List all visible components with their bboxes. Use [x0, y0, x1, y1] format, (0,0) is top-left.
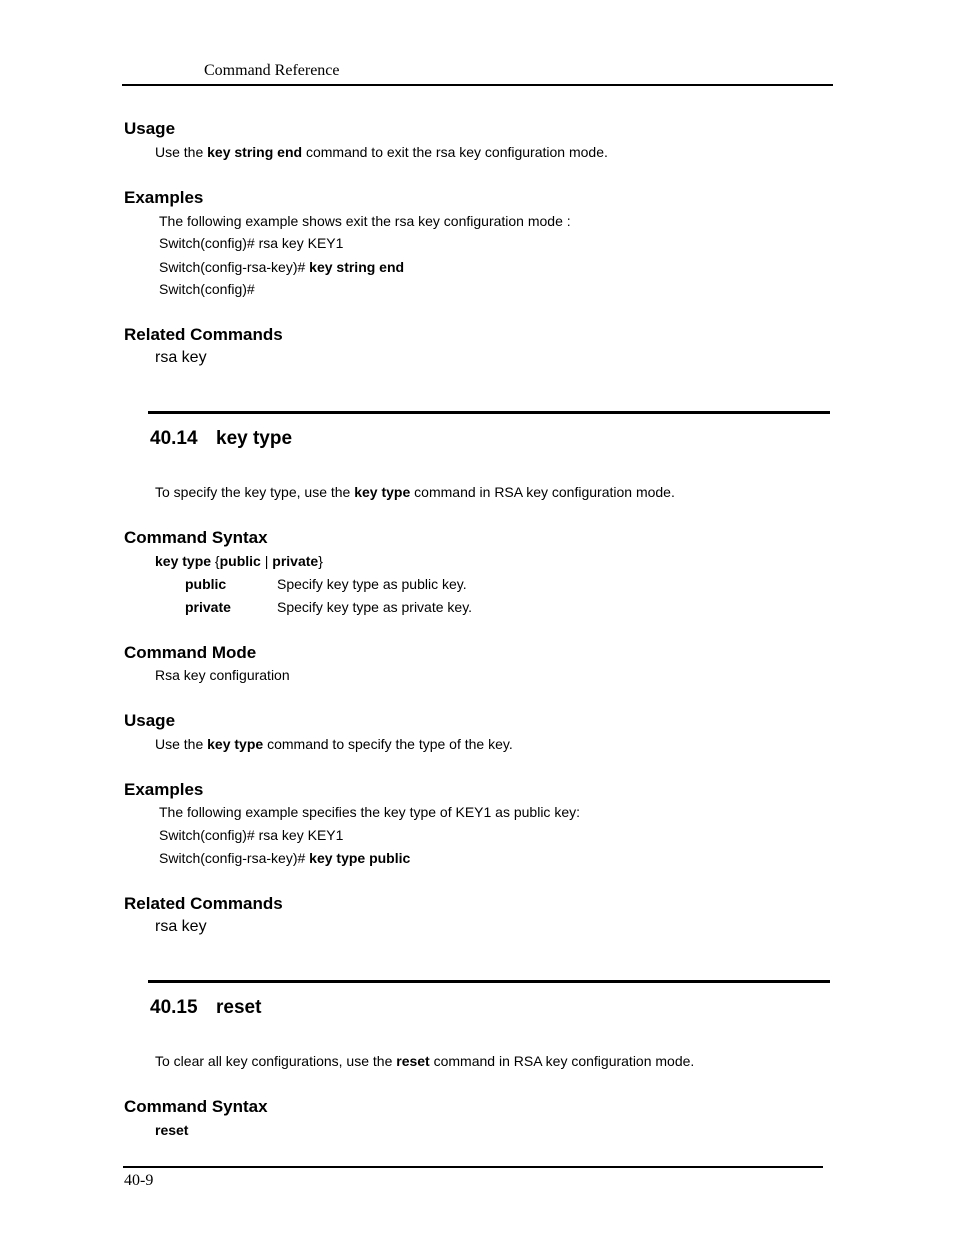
section-divider	[148, 980, 830, 983]
example-line: Switch(config-rsa-key)# key string end	[159, 259, 405, 275]
parameter-row: public Specify key type as public key.	[185, 576, 467, 592]
command-mode-text: Rsa key configuration	[155, 667, 290, 683]
footer-divider	[123, 1166, 823, 1168]
command-mode-heading: Command Mode	[124, 643, 257, 662]
example-line: Switch(config)#	[159, 281, 255, 297]
page-number: 40-9	[124, 1172, 154, 1189]
example-line: Switch(config-rsa-key)# key type public	[159, 850, 411, 866]
command-syntax-heading: Command Syntax	[124, 528, 268, 547]
parameter-row: private Specify key type as private key.	[185, 599, 473, 615]
section-title-reset: 40.15 reset	[150, 997, 262, 1018]
command-syntax-heading: Command Syntax	[124, 1097, 268, 1116]
section-title-key-type: 40.14 key type	[150, 428, 293, 449]
section-intro: To specify the key type, use the key type command in RSA key configuration mode.	[155, 484, 675, 500]
usage-text: Use the key string end command to exit the rsa key configuration mode.	[155, 144, 608, 160]
examples-heading: Examples	[124, 188, 204, 207]
examples-heading: Examples	[124, 780, 204, 799]
command-syntax: reset	[155, 1122, 189, 1138]
usage-text: Use the key type command to specify the type of the key.	[155, 736, 513, 752]
related-commands-heading: Related Commands	[124, 894, 283, 913]
related-commands-heading: Related Commands	[124, 325, 283, 344]
related-command: rsa key	[155, 349, 207, 366]
usage-heading: Usage	[124, 711, 176, 730]
example-line: Switch(config)# rsa key KEY1	[159, 235, 344, 251]
header-divider	[122, 84, 833, 86]
section-divider	[148, 411, 830, 414]
running-header: Command Reference	[204, 62, 340, 79]
example-intro: The following example shows exit the rsa key configuration mode :	[159, 213, 571, 229]
example-intro: The following example specifies the key type of KEY1 as public key:	[159, 804, 580, 820]
usage-heading: Usage	[124, 119, 176, 138]
section-intro: To clear all key configurations, use the reset command in RSA key configuration mode.	[155, 1053, 695, 1069]
related-command: rsa key	[155, 918, 207, 935]
command-syntax: key type {public | private}	[155, 553, 323, 569]
example-line: Switch(config)# rsa key KEY1	[159, 827, 344, 843]
